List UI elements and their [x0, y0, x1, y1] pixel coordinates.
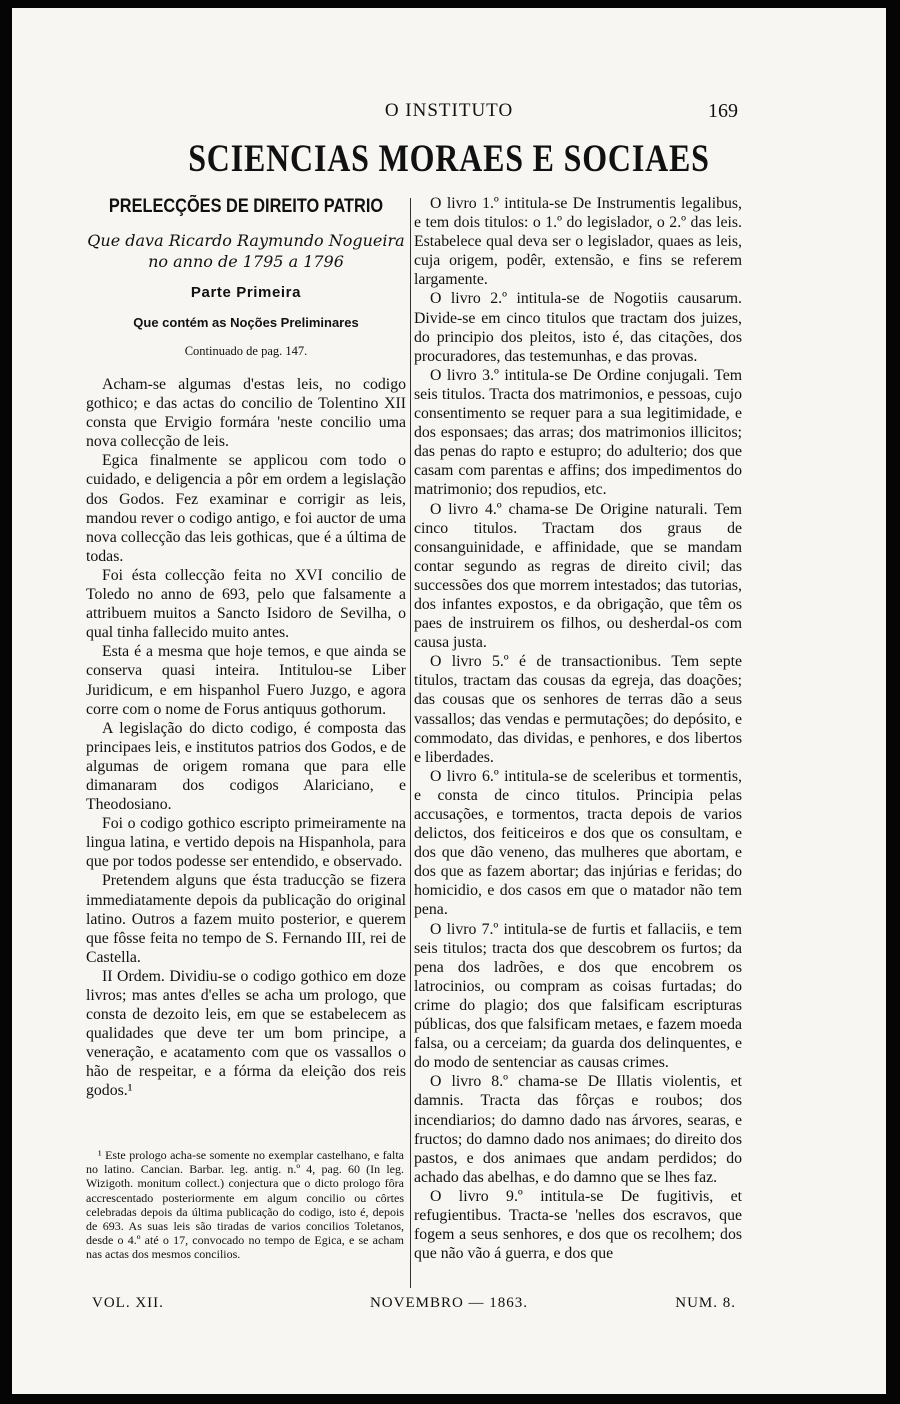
continued-note: Continuado de pag. 147.	[184, 344, 308, 358]
paragraph: Foi ésta collecção feita no XVI concilio de Toledo no anno de 693, pelo que falsamente a attribuem muitos a Sancto Isidoro de Sevilha, o qual tinha fallecido muito antes.	[86, 566, 406, 642]
volume-label: VOL. XII.	[92, 1295, 164, 1311]
paragraph: Esta é a mesma que hoje temos, e que ainda se conserva quasi inteira. Intitulou-se Liber Juridicum, e em hispanhol Fuero Juzgo, e agora corre com o nome de Forus antiquus gothorum.	[86, 643, 406, 718]
paragraph: O livro 6.º intitula-se de sceleribus et tormentis, e consta de cinco titulos. Principia pelas accusações, e tormentos, tracta depois de varios delictos, dos feiticeiros e dos que os consultam, e dos que dão veneno, das mulheres que abortam, e dos que as fazem abortar; das injúrias e feridas; do homicidio, e dos casos em que o matador não tem pena.	[414, 767, 742, 919]
author-name: Que dava Ricardo Raymundo Nogueira	[87, 231, 405, 250]
part-subtitle: Que contém as Noções Preliminares	[133, 315, 359, 330]
issue-number: NUM. 8.	[675, 1295, 736, 1311]
author-line	[86, 230, 406, 272]
paragraph: O livro 5.º é de transactionibus. Tem septe titulos, tractam das cousas da egreja, das doações; das cousas que os senhores de terras dão a seus vassallos; das vendas e permutações; do depósito, e commodato, das dividas, e penhores, e dos libertos e liberdades.	[414, 653, 742, 766]
page-sheet	[12, 8, 886, 1394]
section-title: SCIENCIAS MORAES E SOCIAES	[188, 137, 710, 180]
article-title: PRELECÇÕES DE DIREITO PATRIO	[108, 196, 384, 217]
paragraph: A legislação do dicto codigo, é composta das principaes leis, e institutos patrios dos Godos, e de algumas de origem romana que para elle dimanaram dos codigos Alariciano, e Theodosiano.	[86, 719, 406, 814]
left-column	[86, 194, 406, 1101]
running-head	[12, 100, 886, 126]
part-heading: Parte Primeira	[190, 284, 302, 301]
paragraph: Foi o codigo gothico escripto primeiramente na lingua latina, e vertido depois na Hispanhola, para que por todos podesse ser entendido, e observado.	[86, 815, 406, 871]
page-number: 169	[708, 100, 738, 122]
footnote: ¹ Este prologo acha-se somente no exemplar castelhano, e falta no latino. Cancian. Barbar. leg. antig. n.º 4, pag. 60 (In leg. Wizigoth. monitum collect.) conjectura que o dicto prologo fôra accrescentado posteriormente em algum concilio ou côrtes celebradas depois da última publicação do codigo, isto é, depois de 693. As suas leis são tiradas de varios concilios Toletanos, desde o 4.º até o 17, convocado no tempo de Egica, e se acham nas actas dos mesmos concilios.	[86, 1148, 404, 1262]
right-column	[414, 194, 742, 1263]
paragraph: O livro 2.º intitula-se de Nogotiis causarum. Divide-se em cinco titulos que tractam dos juizes, do principio dos pleitos, isto é, das citações, dos procuradores, das testemunhas, e das provas.	[414, 290, 742, 365]
paragraph: O livro 9.º intitula-se De fugitivis, et refugientibus. Tracta-se 'nelles dos escravos, que fogem a seus senhores, e dos que os recolhem; dos que não vão á guerra, e dos que	[414, 1187, 742, 1263]
paragraph: O livro 4.º chama-se De Origine naturali. Tem cinco titulos. Tractam dos graus de consanguinidade, e affinidade, que se mandam contar segundo as regras de direito civil; das successões dos que morrem intestados; das tutorias, dos infantes expostos, e da obrigação, que têm os paes de instruirem os filhos, ou desherdal-os com causa justa.	[414, 500, 742, 652]
paragraph: Egica finalmente se applicou com todo o cuidado, e deligencia a pôr em ordem a legislação dos Godos. Fez examinar e corrigir as leis, mandou rever o codigo antigo, e foi auctor de uma nova collecção das leis gothicas, que é a última de todas.	[86, 452, 406, 565]
issue-date: NOVEMBRO — 1863.	[369, 1295, 529, 1311]
column-divider	[410, 198, 411, 1288]
paragraph: O livro 8.º chama-se De Illatis violentis, et damnis. Tracta das fôrças e roubos; dos incendiarios; do damno dado nas árvores, searas, e fructos; do damno dado nos animaes; do direito dos pastos, e dos animaes que andam perdidos; do achado das abelhas, e do damno que se lhes faz.	[414, 1073, 742, 1186]
paragraph: Pretendem alguns que ésta traducção se fizera immediatamente depois da publicação do original latino. Outros a fazem muito posterior, e querem que fôsse feita no tempo de S. Fernando III, rei de Castella.	[86, 872, 406, 966]
paragraph: Acham-se algumas d'estas leis, no codigo gothico; e das actas do concilio de Tolentino XII consta que Ervigio formára 'neste concilio uma nova collecção de leis.	[86, 376, 406, 451]
author-years: no anno de 1795 a 1796	[148, 252, 344, 271]
page-footer	[12, 1295, 886, 1317]
journal-title: O INSTITUTO	[384, 100, 514, 121]
paragraph: O livro 7.º intitula-se de furtis et fallaciis, e tem seis titulos; tracta dos que descobrem os furtos; da pena dos ladrões, e dos que encobrem os latrocinios, ou compram as coisas furtadas; do crime do plagio; dos que falsificam escripturas públicas, dos que falsificam metaes, e fazem moeda falsa, ou a cerceiam; da guarda dos delinquentes, e do modo de sentenciar as causas crimes.	[414, 920, 742, 1072]
paragraph: O livro 3.º intitula-se De Ordine conjugali. Tem seis titulos. Tracta dos matrimonios, e pessoas, cujo consentimento se requer para a sua legitimidade, e dos esponsaes; das arras; dos matrimonios illicitos; das penas do rapto e estupro; do adulterio; dos que casam com parentas e affins; dos impedimentos do matrimonio; dos repudios, etc.	[414, 366, 742, 499]
paragraph: O livro 1.º intitula-se De Instrumentis legalibus, e tem dois titulos: o 1.º do legislador, o 2.º das leis. Estabelece qual deva ser o legislador, quaes as leis, cuja origem, podêr, extensão, e fins se referem largamente.	[414, 195, 742, 289]
paragraph: II Ordem. Dividiu-se o codigo gothico em doze livros; mas antes d'elles se acha um prologo, que consta de dezoito leis, em que se estabelecem as qualidades que deve ter um bom principe, a veneração, e acatamento com que os vassallos o hão de respeitar, e a fórma da eleição dos reis godos.¹	[86, 967, 406, 1100]
